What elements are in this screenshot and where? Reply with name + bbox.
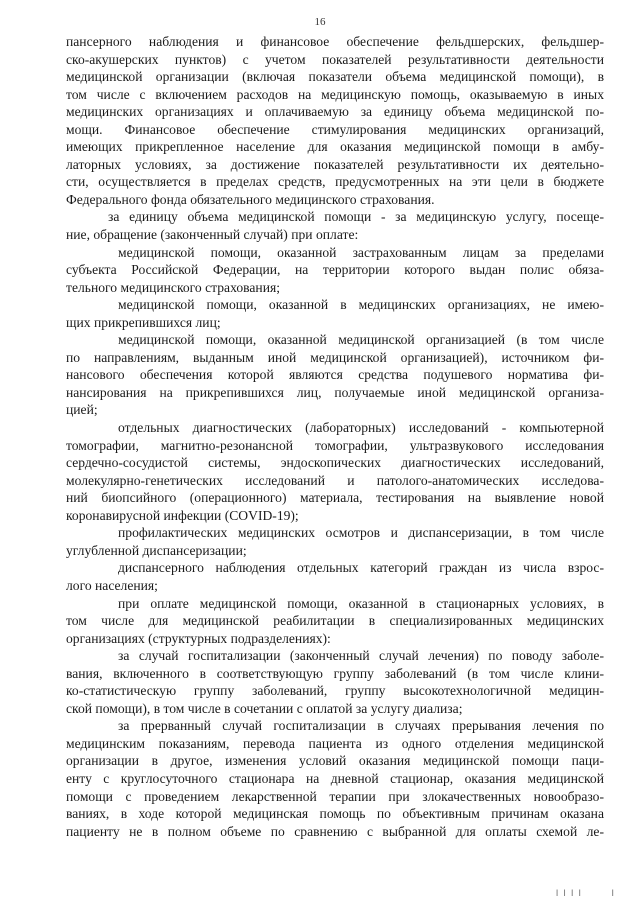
text-line: сердечно-сосудистой системы, эндоскопических диагностических исследований, [66, 455, 604, 471]
page-number: 16 [314, 16, 326, 28]
paragraph-interrupted [66, 717, 604, 840]
text-line: коронавирусной инфекции (COVID-19); [66, 507, 299, 523]
paragraph-hospitalization [66, 647, 604, 717]
paragraph-financing [66, 33, 604, 208]
text-line: ваниях, в ходе которой медицинская помощь по объективным причинам оказана [66, 806, 604, 822]
text-line: организациях (структурных подразделениях): [66, 630, 331, 646]
text-line: том числе для медицинской реабилитации в специализированных медицинских [66, 613, 604, 629]
document-body [66, 33, 604, 840]
text-line: ско-акушерских пунктов) с учетом показателей результативности деятельности [66, 51, 604, 67]
text-line: нансового обеспечения которой являются средства подушевого норматива фи- [66, 367, 604, 383]
text-line: медицинской помощи, оказанной застрахованным лицам за пределами [118, 244, 604, 260]
text-line: имеющих прикрепленное население для оказания медицинской помощи в амбу- [66, 139, 604, 155]
text-line: профилактических медицинских осмотров и диспансеризации, в том числе [118, 525, 604, 541]
text-line: нансирования на прикрепившихся лиц, получаемые иной медицинской организа- [66, 384, 604, 400]
text-line: ние, обращение (законченный случай) при оплате: [66, 227, 359, 243]
scan-mark: I I I I [555, 889, 582, 899]
text-line: отдельных диагностических (лабораторных) исследований - компьютерной [118, 420, 604, 436]
text-line: медицинской помощи, оказанной в медицинских организациях, не имею- [118, 297, 604, 313]
text-line: лого населения; [66, 577, 158, 593]
text-line: медицинских организациях и оплачиваемую за единицу объема медицинской по- [66, 104, 604, 120]
text-line: за прерванный случай госпитализации в случаях прерывания лечения по [118, 718, 604, 734]
paragraph-insured-outside [66, 244, 604, 297]
paragraph-preventive [66, 524, 604, 559]
text-line: Федерального фонда обязательного медицинского страхования. [66, 191, 435, 207]
text-line: цией; [66, 402, 98, 418]
text-line: медицинской помощи, оказанной медицинской организацией (в том числе [118, 332, 604, 348]
text-line: за единицу объема медицинской помощи - за медицинскую услугу, посеще- [108, 209, 604, 225]
paragraph-dispensary [66, 559, 604, 594]
text-line: ской помощи), в том числе в сочетании с оплатой за услугу диализа; [66, 700, 463, 716]
paragraph-unit-volume [66, 208, 604, 243]
text-line: латорных условиях, за достижение показателей результативности их деятельно- [66, 156, 604, 172]
text-line: томографии, магнитно-резонансной томографии, ультразвукового исследования [66, 437, 604, 453]
text-line: том числе с включением расходов на медицинскую помощь, оказываемую в иных [66, 86, 604, 102]
text-line: медицинской организации (включая показатели объема медицинской помощи), в [66, 69, 604, 85]
text-line: вания, включенного в соответствующую группу заболеваний (в том числе клини- [66, 665, 604, 681]
text-line: за случай госпитализации (законченный случай лечения) по поводу заболе- [118, 648, 604, 664]
text-line: ко-статистическую группу заболеваний, группу высокотехнологичной медицин- [66, 683, 604, 699]
text-line: диспансерного наблюдения отдельных категорий граждан из числа взрос- [118, 560, 604, 576]
text-line: при оплате медицинской помощи, оказанной в стационарных условиях, в [118, 595, 604, 611]
text-line: мощи. Финансовое обеспечение стимулирования медицинских организаций, [66, 121, 604, 137]
text-line: пациенту не в полном объеме по сравнению с выбранной для оплаты схемой ле- [66, 823, 604, 839]
text-line: тельного медицинского страхования; [66, 279, 281, 295]
paragraph-other-organization [66, 331, 604, 419]
text-line: медицинским показаниям, перевода пациента из одного отделения медицинской [66, 735, 604, 751]
text-line: пансерного наблюдения и финансовое обеспечение фельдшерских, фельдшер- [66, 34, 604, 49]
text-line: щих прикрепившихся лиц; [66, 314, 221, 330]
text-line: углубленной диспансеризации; [66, 542, 247, 558]
text-line: помощи с проведением лекарственной терапии при злокачественных новообразо- [66, 788, 604, 804]
paragraph-inpatient [66, 595, 604, 648]
paragraph-diagnostics [66, 419, 604, 524]
text-line: енту с круглосуточного стационара на дневной стационар, оказания медицинской [66, 770, 604, 786]
text-line: по направлениям, выданным иной медицинской организацией), источником фи- [66, 349, 604, 365]
scan-mark: I [611, 889, 614, 899]
text-line: сти, осуществляется в пределах средств, предусмотренных на эти цели в бюджете [66, 174, 604, 190]
text-line: организации в другое, изменения условий оказания медицинской помощи паци- [66, 753, 604, 769]
text-line: субъекта Российской Федерации, на территории которого выдан полис обяза- [66, 262, 604, 278]
text-line: молекулярно-генетических исследований и патолого-анатомических исследова- [66, 472, 604, 488]
text-line: ний биопсийного (операционного) материала, тестирования на выявление новой [66, 490, 604, 506]
paragraph-no-attached [66, 296, 604, 331]
